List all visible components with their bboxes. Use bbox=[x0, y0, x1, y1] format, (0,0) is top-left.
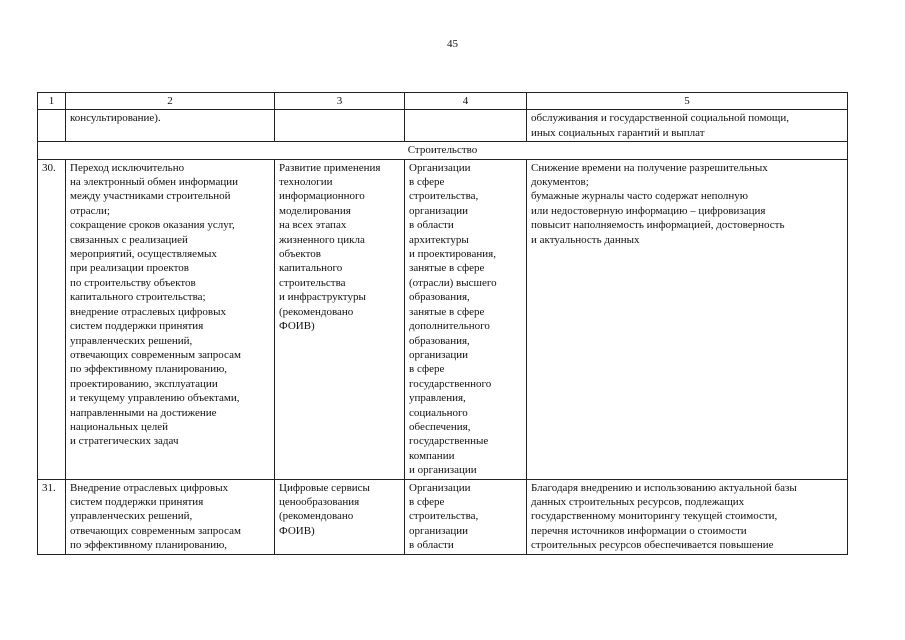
table-row bbox=[38, 479, 848, 554]
row-number: 31. bbox=[38, 479, 66, 554]
cont-col4-cell bbox=[405, 110, 527, 142]
header-col-1: 1 bbox=[38, 93, 66, 110]
technology-cell: Развитие применения технологии информационного моделирования на всех этапах жизненного цикла объектов капитального строительства и инфраструктуры (рекомендовано ФОИВ) bbox=[275, 159, 405, 479]
effect-cell: Благодаря внедрению и использованию актуальной базы данных строительных ресурсов, подлежащих государственному мониторингу текущей стоимости, перечня источников информации о стоимости строительных ресурсов обеспечивается повышение bbox=[527, 479, 848, 554]
cont-col5-cell: обслуживания и государственной социальной помощи, иных социальных гарантий и выплат bbox=[527, 110, 848, 142]
participants-cell: Организации в сфере строительства, организации в области архитектуры и проектирования, занятые в сфере (отрасли) высшего образования, занятые в сфере дополнительного образования, организации в сфере государственного управления, социального обеспечения, государственные компании и организации bbox=[405, 159, 527, 479]
participants-cell: Организации в сфере строительства, организации в области bbox=[405, 479, 527, 554]
continuation-row bbox=[38, 110, 848, 142]
measures-table bbox=[37, 92, 848, 555]
section-row bbox=[38, 142, 848, 159]
header-col-4: 4 bbox=[405, 93, 527, 110]
measure-cell: Переход исключительно на электронный обмен информации между участниками строительной отрасли; сокращение сроков оказания услуг, связанных с реализацией мероприятий, осуществляемых при реализации проектов по строительству объектов капитального строительства; внедрение отраслевых цифровых систем поддержки принятия управленческих решений, отвечающих современным запросам по эффективному планированию, проектированию, эксплуатации и текущему управлению объектами, направленными на достижение национальных целей и стратегических задач bbox=[66, 159, 275, 479]
cont-col3-cell bbox=[275, 110, 405, 142]
header-col-2: 2 bbox=[66, 93, 275, 110]
cont-num-cell bbox=[38, 110, 66, 142]
header-col-5: 5 bbox=[527, 93, 848, 110]
page-number: 45 bbox=[447, 38, 458, 50]
table-header-row bbox=[38, 93, 848, 110]
cont-col2-cell: консультирование). bbox=[66, 110, 275, 142]
technology-cell: Цифровые сервисы ценообразования (рекомендовано ФОИВ) bbox=[275, 479, 405, 554]
section-title: Строительство bbox=[38, 142, 848, 159]
row-number: 30. bbox=[38, 159, 66, 479]
measure-cell: Внедрение отраслевых цифровых систем поддержки принятия управленческих решений, отвечающих современным запросам по эффективному планированию, bbox=[66, 479, 275, 554]
effect-cell: Снижение времени на получение разрешительных документов; бумажные журналы часто содержат неполную или недостоверную информацию – цифровизация повысит наполняемость информацией, достоверность и актуальность данных bbox=[527, 159, 848, 479]
header-col-3: 3 bbox=[275, 93, 405, 110]
table-row bbox=[38, 159, 848, 479]
